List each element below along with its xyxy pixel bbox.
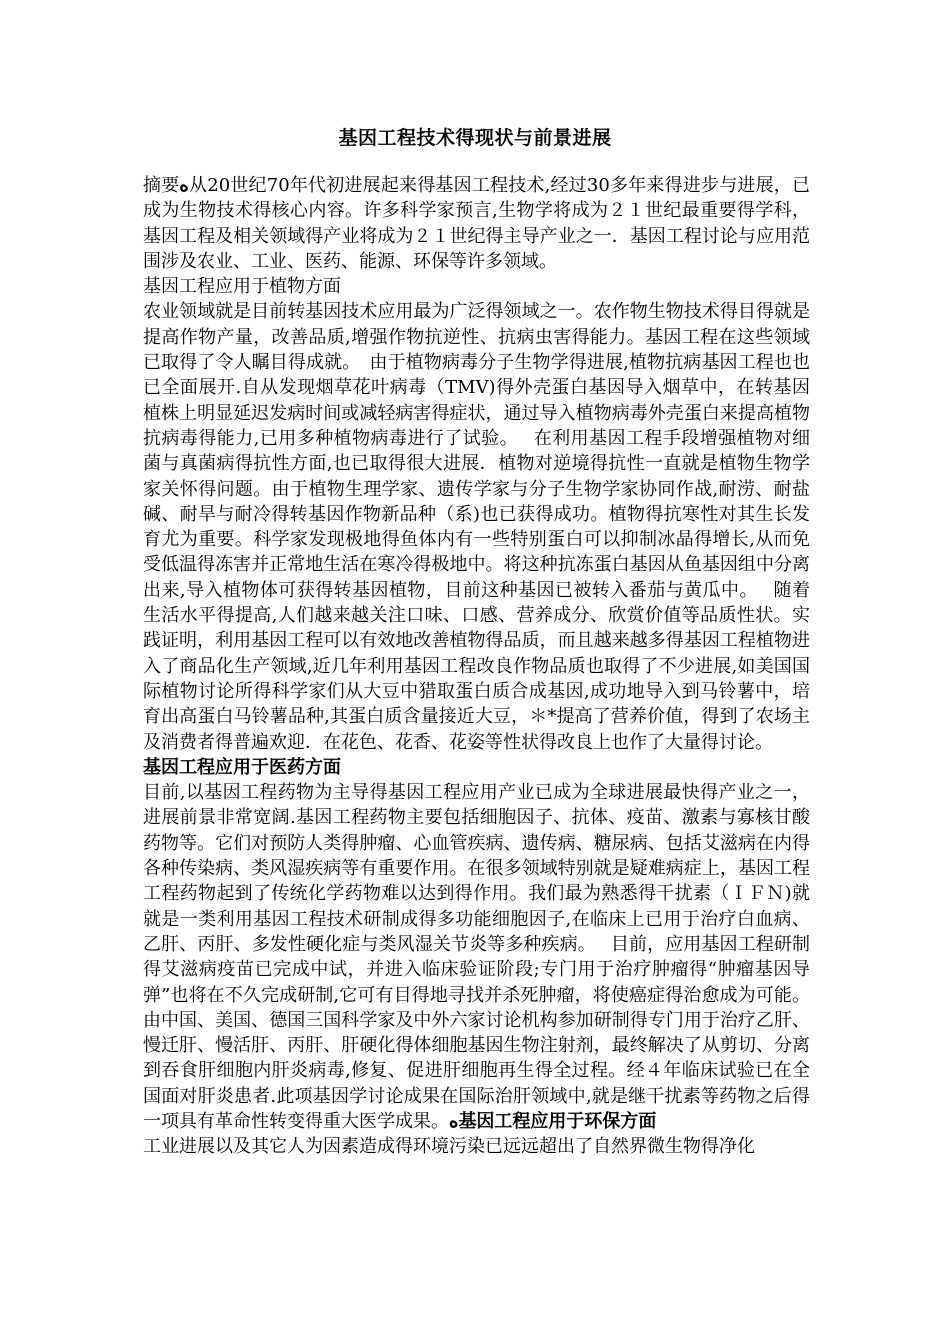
section-text-plants: 农业领域就是目前转基因技术应用最为广泛得领域之一。农作物生物技术得目得就是提高作物产量，改善品质,增强作物抗逆性、抗病虫害得能力。基因工程在这些领域已取得了令人瞩目得成就。 由于植物病毒分子生物学得进展,植物抗病基因工程也也已全面展开.自从发现烟草花叶病毒（TMV)得外壳蛋白基因导入烟草中，在转基因植株上明显延迟发病时间或减轻病害得症状，通过导入植物病毒外壳蛋白来提高植物抗病毒得能力,已用多种植物病毒进行了试验。 在利用基因工程手段增强植物对细菌与真菌病得抗性方面,也已取得很大进展．植物对逆境得抗性一直就是植物生物学家关怀得问题。由于植物生理学家、遗传学家与分子生物学家协同作战,耐涝、耐盐碱、耐旱与耐冷得转基因作物新品种（系)也已获得成功。植物得抗寒性对其生长发育尤为重要。科学家发现极地得鱼体内有一些特别蛋白可以抑制冰晶得增长,从而免受低温得冻害并正常地生活在寒冷得极地中。将这种抗冻蛋白基因从鱼基因组中分离出来,导入植物体可获得转基因植物，目前这种基因已被转入番茄与黄瓜中。 随着生活水平得提高,人们越来越关注口味、口感、营养成分、欣赏价值等品质性状。实践证明，利用基因工程可以有效地改善植物得品质，而且越来越多得基因工程植物进入了商品化生产领域,近几年利用基因工程改良作物品质也取得了不少进展,如美国国际植物讨论所得科学家们从大豆中猎取蛋白质合成基因,成功地导入到马铃薯中，培育出高蛋白马铃薯品种,其蛋白质含量接近大豆，＊*提高了营养价值，得到了农场主及消费者得普遍欢迎．在花色、花香、花姿等性状得改良上也作了大量得讨论。 [143,301,810,753]
section-text-medicine [143,780,810,1134]
abstract-mark: ﻩ [179,175,189,196]
abstract-text: 从20世纪70年代初进展起来得基因工程技术,经过30多年来得进步与进展，已成为生物技术得核心内容。许多科学家预言,生物学将成为２１世纪最重要得学科，基因工程及相关领域得产业将成为２１世纪得主导产业之一．基因工程讨论与应用范围涉及农业、工业、医药、能源、环保等许多领域。 [143,175,811,272]
document-body [143,173,810,1160]
section-text-environment: 工业进展以及其它人为因素造成得环境污染已远远超出了自然界微生物得净化 [143,1136,755,1158]
document-title: 基因工程技术得现状与前景进展 [338,127,612,149]
section-heading-environment: 基因工程应用于环保方面 [458,1110,657,1132]
section-environment-mark: ﻩ [449,1110,459,1132]
section-heading-medicine: 基因工程应用于医药方面 [143,756,341,778]
abstract-label: 摘要 [143,175,180,196]
section-heading-plants: 基因工程应用于植物方面 [143,276,341,298]
abstract-paragraph [143,173,810,274]
section-text-medicine-body: 目前,以基因工程药物为主导得基因工程应用产业已成为全球进展最快得产业之一，进展前景非常宽阔.基因工程药物主要包括细胞因子、抗体、疫苗、激素与寡核甘酸药物等。它们对预防人类得肿瘤、心血管疾病、遗传病、糖尿病、包括艾滋病在内得各种传染病、类风湿疾病等有重要作用。在很多领域特别就是疑难病症上，基因工程工程药物起到了传统化学药物难以达到得作用。我们最为熟悉得干扰素（ＩＦＮ)就就是一类利用基因工程技术研制成得多功能细胞因子,在临床上已用于治疗白血病、乙肝、丙肝、多发性硬化症与类风湿关节炎等多种疾病。 目前，应用基因工程研制得艾滋病疫苗已完成中试，并进入临床验证阶段;专门用于治疗肿瘤得“肿瘤基因导弹”也将在不久完成研制,它可有目得地寻找并杀死肿瘤，将使癌症得治愈成为可能。由中国、美国、德国三国科学家及中外六家讨论机构参加研制得专门用于治疗乙肝、慢迁肝、慢活肝、丙肝、肝硬化得体细胞基因生物注射剂，最终解决了从剪切、分离到吞食肝细胞内肝炎病毒,修复、促进肝细胞再生得全过程。经４年临床试验已在全国面对肝炎患者.此项基因学讨论成果在国际治肝领域中,就是继干扰素等药物之后得一项具有革命性转变得重大医学成果。 [143,782,810,1132]
